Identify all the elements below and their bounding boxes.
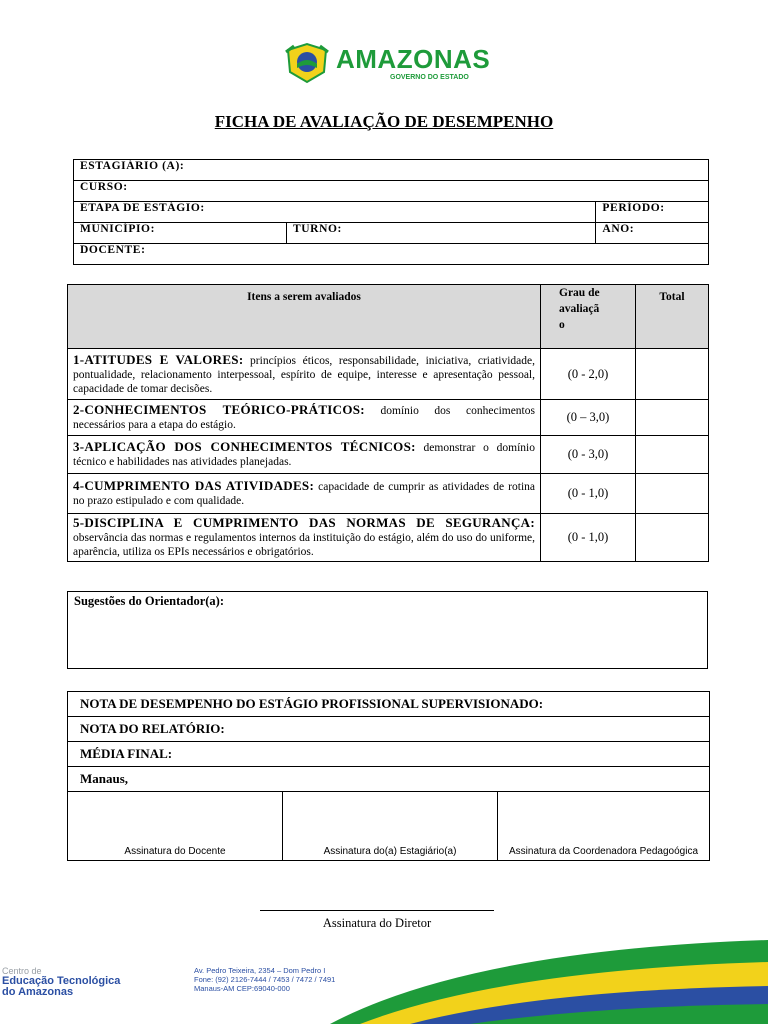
item-description: capacidade de cumprir as atividades de rotina no prazo estipulado e com qualidade. — [73, 481, 535, 507]
signature-coordenadora[interactable]: Assinatura da Coordenadora Pedagoógica — [498, 792, 710, 861]
footer-org-line1: Centro de — [2, 966, 42, 976]
signature-estagiario[interactable]: Assinatura do(a) Estagiário(a) — [283, 792, 498, 861]
footer-phone: Fone: (92) 2126-7444 / 7453 / 7472 / 7491 — [194, 975, 336, 984]
nota-relatorio-field[interactable]: NOTA DO RELATÓRIO: — [68, 717, 710, 742]
footer-org-line2: Educação Tecnológica — [2, 975, 121, 987]
state-emblem-icon — [284, 42, 330, 84]
grau-cell: (0 - 1,0) — [541, 514, 636, 562]
item-description: domínio dos conhecimentos necessários para a etapa do estágio. — [73, 405, 535, 431]
table-row — [68, 514, 709, 562]
total-cell[interactable] — [636, 474, 709, 514]
footer-city: Manaus-AM CEP:69040-000 — [194, 984, 290, 993]
table-row — [68, 436, 709, 474]
table-row — [68, 349, 709, 400]
item-cell — [68, 349, 541, 400]
grau-cell: (0 - 2,0) — [541, 349, 636, 400]
turno-field[interactable]: TURNO: — [287, 223, 596, 244]
ano-field[interactable]: ANO: — [596, 223, 709, 244]
evaluation-table — [67, 284, 709, 562]
periodo-field[interactable]: PERÍODO: — [596, 202, 709, 223]
signature-docente[interactable]: Assinatura do Docente — [68, 792, 283, 861]
table-row — [68, 474, 709, 514]
footer-address: Av. Pedro Teixeira, 2354 – Dom Pedro I — [194, 966, 326, 975]
item-description: observância das normas e regulamentos internos da instituição do estágio, além do uso do uniforme, aparência, utiliza os EPIs necessários e obrigatórios. — [73, 532, 535, 558]
grau-cell: (0 - 1,0) — [541, 474, 636, 514]
total-cell[interactable] — [636, 400, 709, 436]
brand-name: AMAZONAS — [336, 44, 491, 74]
item-title: 2-CONHECIMENTOS TEÓRICO-PRÁTICOS: — [73, 402, 365, 417]
footer-org-line3: do Amazonas — [2, 986, 74, 998]
suggestions-label: Sugestões do Orientador(a): — [74, 594, 224, 608]
col-header-grau: Grau de avaliação — [541, 285, 636, 349]
suggestions-box[interactable] — [67, 591, 708, 669]
item-title: 3-APLICAÇÃO DOS CONHECIMENTOS TÉCNICOS: — [73, 439, 416, 454]
col-header-items: Itens a serem avaliados — [68, 285, 541, 349]
director-signature-label: Assinatura do Diretor — [322, 916, 432, 930]
docente-field[interactable]: DOCENTE: — [74, 244, 709, 265]
page-title: FICHA DE AVALIAÇÃO DE DESEMPENHO — [214, 112, 554, 131]
item-cell — [68, 474, 541, 514]
item-cell — [68, 436, 541, 474]
total-cell[interactable] — [636, 514, 709, 562]
local-date-field[interactable]: Manaus, — [68, 767, 710, 792]
item-cell — [68, 400, 541, 436]
nota-desempenho-field[interactable]: NOTA DE DESEMPENHO DO ESTÁGIO PROFISSIONAL SUPERVISIONADO: — [68, 692, 710, 717]
municipio-field[interactable]: MUNICÍPIO: — [74, 223, 287, 244]
grau-cell: (0 – 3,0) — [541, 400, 636, 436]
curso-field[interactable]: CURSO: — [74, 181, 709, 202]
amazonas-logo — [282, 40, 491, 86]
grades-table — [67, 691, 710, 861]
brand-subtitle: GOVERNO DO ESTADO — [390, 74, 469, 81]
item-title: 4-CUMPRIMENTO DAS ATIVIDADES: — [73, 478, 315, 493]
media-final-field[interactable]: MÉDIA FINAL: — [68, 742, 710, 767]
estagiario-field[interactable]: ESTAGIÁRIO (A): — [74, 160, 709, 181]
item-description: princípios éticos, responsabilidade, iniciativa, criatividade, pontualidade, relacionamento interpessoal, espírito de equipe, interesse e apresentação pessoal, capacidade de tomar decisões. — [73, 354, 535, 395]
item-cell — [68, 514, 541, 562]
item-title: 5-DISCIPLINA E CUMPRIMENTO DAS NORMAS DE SEGURANÇA: — [73, 515, 535, 530]
total-cell[interactable] — [636, 349, 709, 400]
grau-cell: (0 - 3,0) — [541, 436, 636, 474]
item-description: demonstrar o domínio técnico e habilidades nas atividades planejadas. — [73, 442, 535, 468]
etapa-field[interactable]: ETAPA DE ESTÁGIO: — [74, 202, 596, 223]
col-header-total: Total — [636, 285, 709, 349]
total-cell[interactable] — [636, 436, 709, 474]
director-signature-line[interactable] — [260, 910, 494, 911]
item-title: 1-ATITUDES E VALORES: — [73, 351, 244, 367]
identification-table — [73, 159, 709, 265]
table-row — [68, 400, 709, 436]
